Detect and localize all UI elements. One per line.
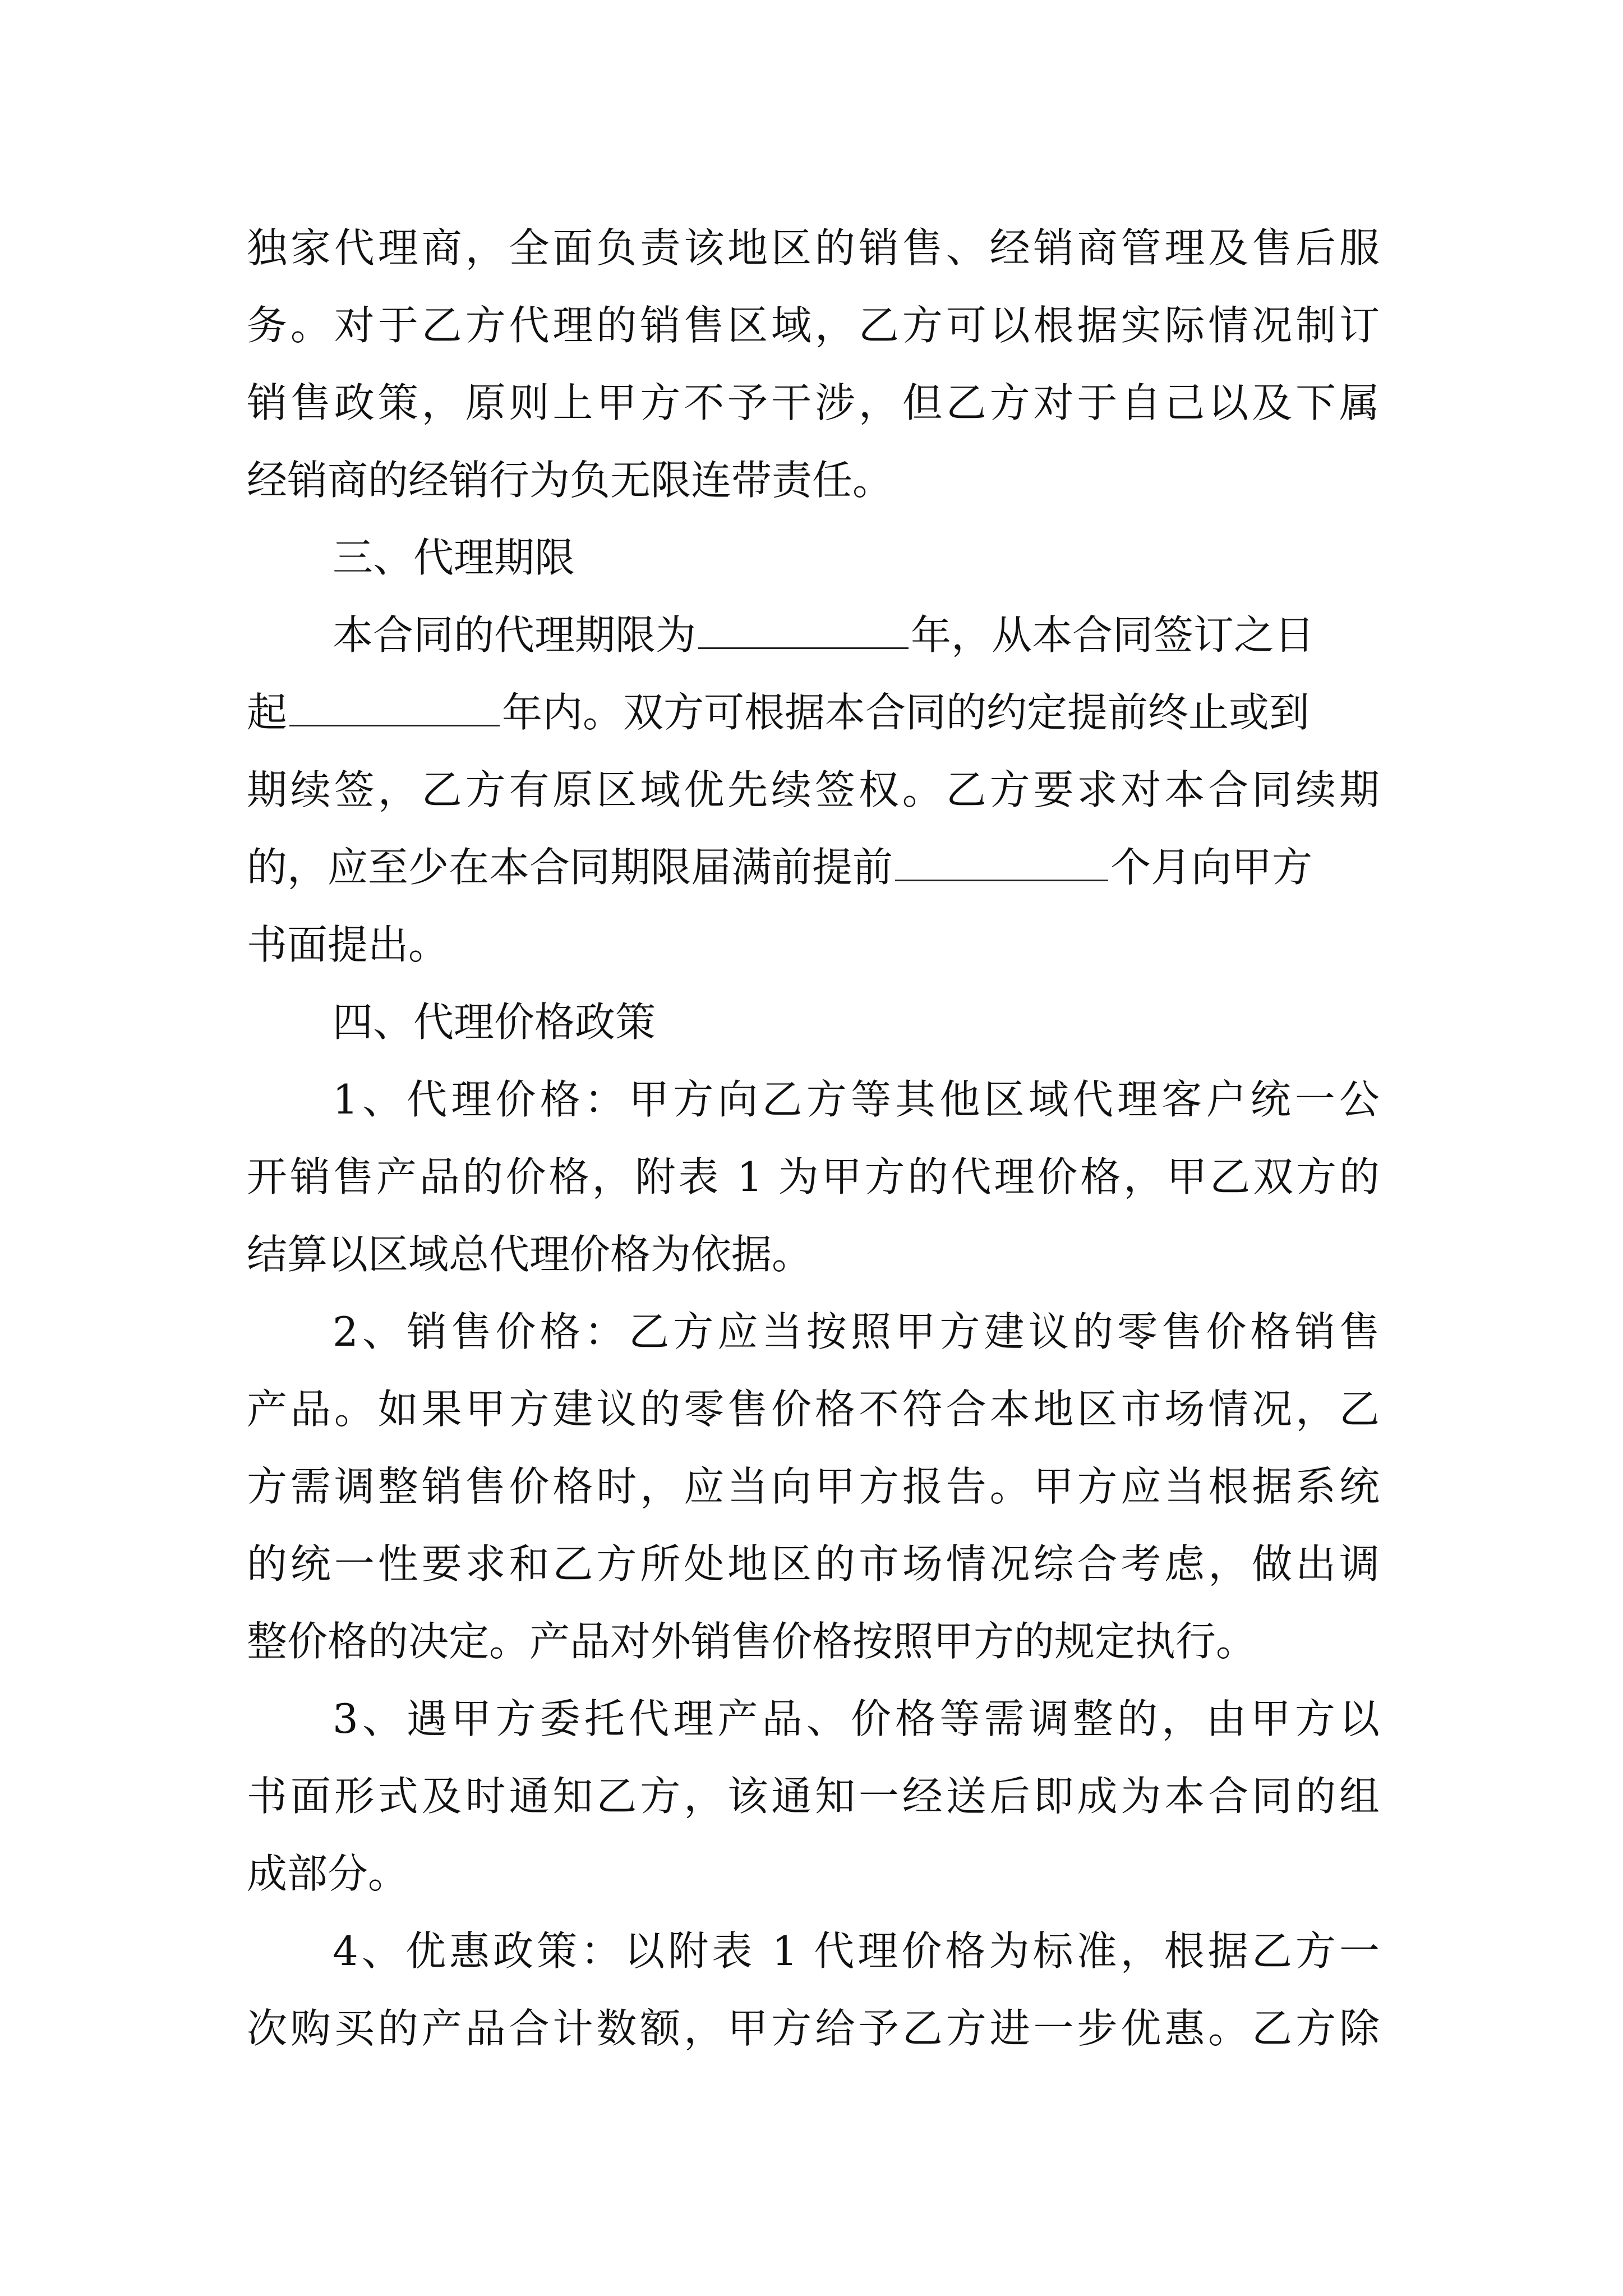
text-line: 的统一性要求和乙方所处地区的市场情况综合考虑，做出调 (247, 1540, 1380, 1588)
text-line: 整价格的决定。产品对外销售价格按照甲方的规定执行。 (247, 1618, 1257, 1665)
text-segment: 个月向甲方 (1110, 844, 1313, 891)
text-line: 书面形式及时通知乙方，该通知一经送后即成为本合同的组 (247, 1773, 1380, 1820)
text-line: 开销售产品的价格，附表 1 为甲方的代理价格，甲乙双方的 (247, 1153, 1380, 1200)
text-line: 次购买的产品合计数额，甲方给予乙方进一步优惠。乙方除 (247, 2005, 1380, 2052)
text-line: 成部分。 (247, 1850, 409, 1897)
fill-in-blank (895, 839, 1108, 881)
section-heading: 三、代理期限 (333, 534, 575, 581)
text-segment: 年内。双方可根据本合同的约定提前终止或到 (502, 689, 1310, 736)
text-line: 经销商的经销行为负无限连带责任。 (247, 457, 893, 504)
text-line (247, 679, 1380, 746)
text-line (247, 834, 1380, 901)
text-segment: 起 (247, 689, 288, 736)
text-line: 务。对于乙方代理的销售区域，乙方可以根据实际情况制订 (247, 302, 1380, 349)
text-line: 产品。如果甲方建议的零售价格不符合本地区市场情况，乙 (247, 1386, 1380, 1433)
text-line: 1、代理价格：甲方向乙方等其他区域代理客户统一公 (333, 1076, 1380, 1123)
text-line: 4、优惠政策：以附表 1 代理价格为标准，根据乙方一 (333, 1927, 1380, 1975)
text-segment: 的，应至少在本合同期限届满前提前 (247, 844, 893, 891)
text-segment: 年，从本合同签订之日 (911, 611, 1315, 659)
text-line: 2、销售价格：乙方应当按照甲方建议的零售价格销售 (333, 1308, 1380, 1355)
text-line: 销售政策，原则上甲方不予干涉，但乙方对于自己以及下属 (247, 379, 1380, 426)
text-line: 结算以区域总代理价格为依据。 (247, 1231, 813, 1278)
text-line: 独家代理商，全面负责该地区的销售、经销商管理及售后服 (247, 224, 1380, 272)
fill-in-blank (289, 684, 500, 726)
text-line: 期续签，乙方有原区域优先续签权。乙方要求对本合同续期 (247, 766, 1380, 813)
text-line (333, 601, 1380, 669)
text-line: 3、遇甲方委托代理产品、价格等需调整的，由甲方以 (333, 1695, 1380, 1742)
fill-in-blank (698, 607, 909, 649)
section-heading: 四、代理价格政策 (333, 999, 656, 1046)
text-line: 书面提出。 (247, 921, 449, 968)
text-line: 方需调整销售价格时，应当向甲方报告。甲方应当根据系统 (247, 1463, 1380, 1510)
text-segment: 本合同的代理期限为 (333, 611, 697, 659)
